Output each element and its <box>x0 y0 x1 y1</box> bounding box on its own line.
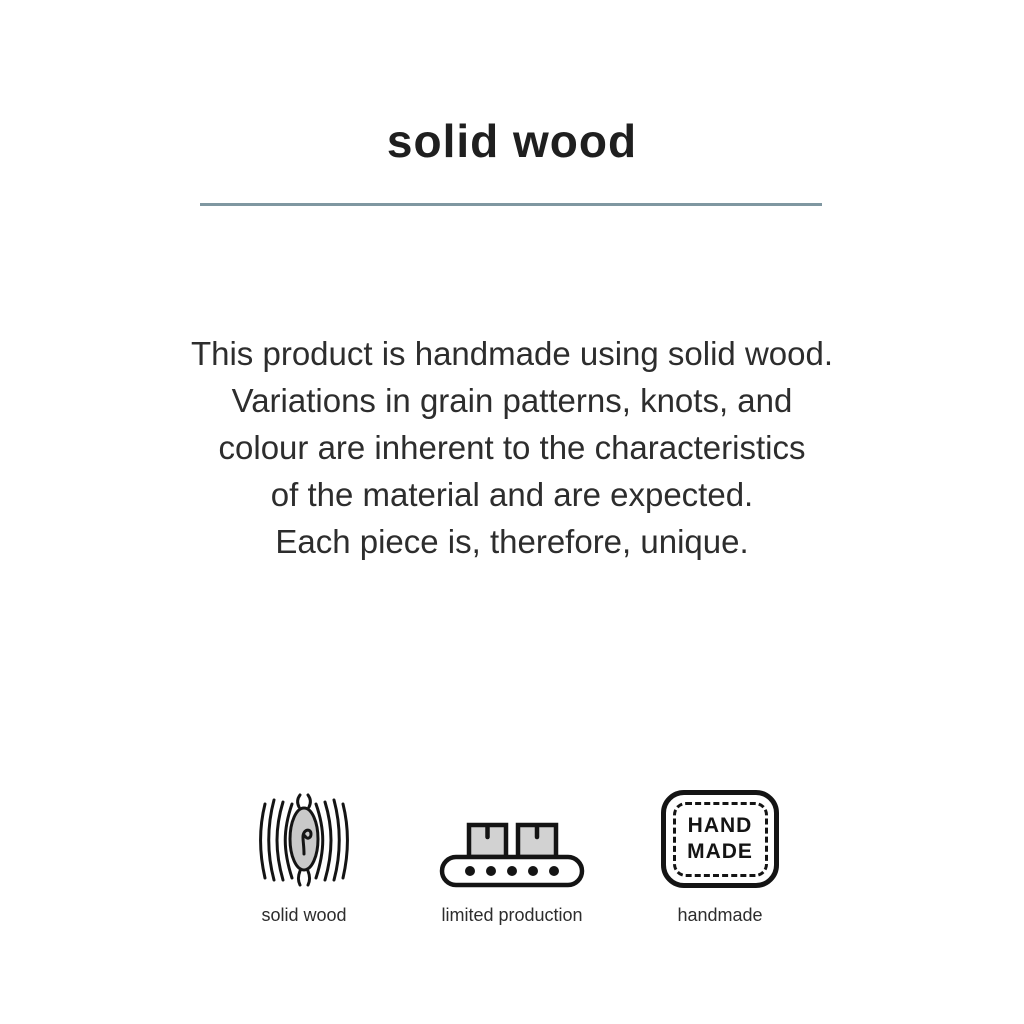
badge-text-line: HAND <box>687 814 753 837</box>
feature-solid-wood <box>200 788 408 926</box>
description-line: This product is handmade using solid wood. <box>190 335 834 372</box>
feature-handmade <box>616 788 824 926</box>
title-underline <box>200 203 822 206</box>
description-line: Each piece is, therefore, unique. <box>275 523 749 560</box>
description-line: colour are inherent to the characteristics <box>218 429 806 466</box>
feature-label: solid wood <box>261 905 347 925</box>
product-description <box>60 330 964 565</box>
conveyor-belt-icon <box>439 822 585 888</box>
feature-limited-production <box>408 788 616 926</box>
feature-label: limited production <box>441 905 583 925</box>
description-line: of the material and are expected. <box>270 476 754 513</box>
page-title: solid wood <box>386 115 638 167</box>
feature-label: handmade <box>677 905 763 925</box>
description-line: Variations in grain patterns, knots, and <box>231 382 793 419</box>
wood-grain-icon <box>255 790 353 888</box>
handmade-badge-icon <box>661 790 779 888</box>
feature-icons-row <box>200 788 824 926</box>
badge-text-line: MADE <box>687 840 753 863</box>
